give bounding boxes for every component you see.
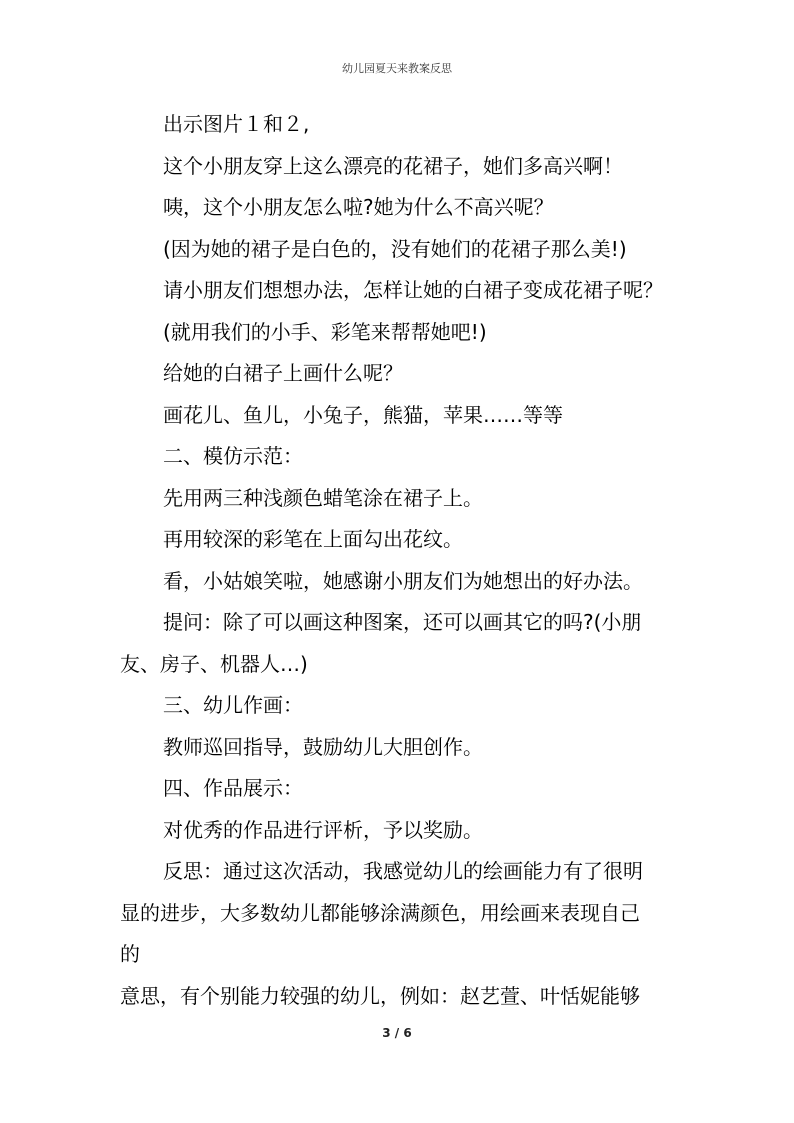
body-line: 给她的白裙子上画什么呢？ xyxy=(163,361,403,385)
body-line: 显的进步，大多数幼儿都能够涂满颜色，用绘画来表现自己 xyxy=(120,900,640,925)
body-line: 对优秀的作品进行评析，予以奖励。 xyxy=(163,817,483,842)
body-line: 先用两三种浅颜色蜡笔涂在裙子上。 xyxy=(163,485,483,510)
body-line: 意思，有个别能力较强的幼儿，例如：赵艺萱、叶恬妮能够 xyxy=(120,983,640,1008)
body-line: 反思：通过这次活动，我感觉幼儿的绘画能力有了很明 xyxy=(163,859,643,883)
body-line: 请小朋友们想想办法，怎样让她的白裙子变成花裙子呢？ xyxy=(163,278,663,302)
body-line: (就用我们的小手、彩笔来帮帮她吧!) xyxy=(163,319,487,344)
section-heading: 四、作品展示： xyxy=(163,776,303,800)
body-line: 教师巡回指导，鼓励幼儿大胆创作。 xyxy=(163,734,483,759)
section-heading: 三、幼儿作画： xyxy=(163,693,303,717)
body-line: 友、房子、机器人…) xyxy=(120,651,308,676)
document-body xyxy=(120,104,680,1017)
body-line: 提问：除了可以画这种图案，还可以画其它的吗?(小朋 xyxy=(163,610,642,634)
body-line: 这个小朋友穿上这么漂亮的花裙子，她们多高兴啊！ xyxy=(163,153,623,178)
body-line: 咦，这个小朋友怎么啦?她为什么不高兴呢？ xyxy=(163,195,554,219)
body-line: 画花儿、鱼儿，小兔子，熊猫，苹果……等等 xyxy=(163,402,563,427)
body-line: (因为她的裙子是白色的，没有她们的花裙子那么美!) xyxy=(163,236,627,261)
body-line: 再用较深的彩笔在上面勾出花纹。 xyxy=(163,527,463,551)
page-number: 3 / 6 xyxy=(382,1026,412,1040)
section-heading: 二、模仿示范： xyxy=(163,444,303,468)
page-header: 幼儿园夏天来教案反思 xyxy=(342,62,452,75)
body-line: 看，小姑娘笑啦，她感谢小朋友们为她想出的好办法。 xyxy=(163,568,643,593)
body-line: 的 xyxy=(120,942,140,966)
body-line: 出示图片１和２, xyxy=(163,112,310,136)
